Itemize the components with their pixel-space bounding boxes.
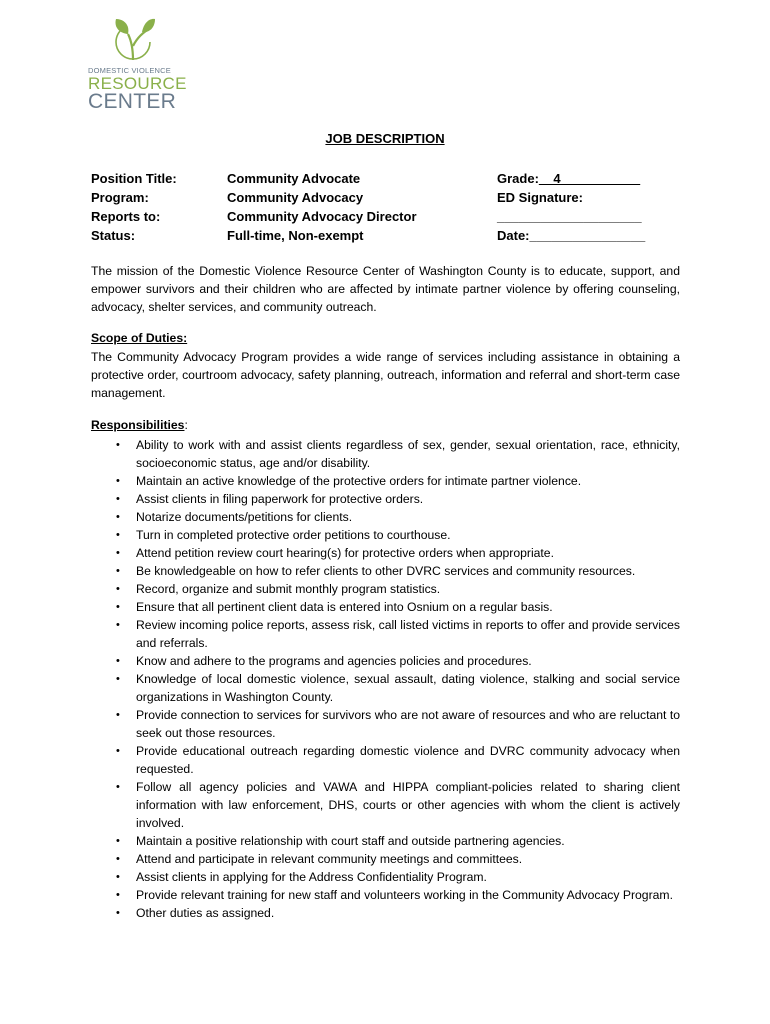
list-item-text: Assist clients in applying for the Address Confidentiality Program. <box>136 870 487 884</box>
list-item-text: Attend petition review court hearing(s) for protective orders when appropriate. <box>136 546 554 560</box>
list-item-text: Provide relevant training for new staff and volunteers working in the Community Advocacy Program. <box>136 888 673 902</box>
approval-fields <box>497 169 645 245</box>
mission-statement: The mission of the Domestic Violence Resource Center of Washington County is to educate, support, and empower survivors and their children who are affected by intimate partner violence by offering counseling, advocacy, shelter services, and community outreach. <box>91 264 680 314</box>
field-values <box>227 169 417 245</box>
bullet-icon: • <box>116 511 120 523</box>
bullet-icon: • <box>116 547 120 559</box>
responsibilities-heading-text: Responsibilities <box>91 418 185 432</box>
bullet-icon: • <box>116 583 120 595</box>
reports-to-value: Community Advocacy Director <box>227 209 417 224</box>
list-item <box>91 670 680 706</box>
list-item-text: Attend and participate in relevant community meetings and committees. <box>136 852 523 866</box>
logo-text-line3: CENTER <box>88 90 177 113</box>
list-item <box>91 526 680 544</box>
bullet-icon: • <box>116 907 120 919</box>
logo-text-line1: DOMESTIC VIOLENCE <box>88 66 171 75</box>
list-item-text: Notarize documents/petitions for clients. <box>136 510 353 524</box>
date-field <box>497 226 645 245</box>
ed-signature-label: ED Signature: <box>497 190 583 205</box>
list-item <box>91 868 680 886</box>
list-item <box>91 562 680 580</box>
list-item-text: Provide connection to services for survivors who are not aware of resources and who are reluctant to seek out those resources. <box>136 708 680 740</box>
list-item-text: Record, organize and submit monthly program statistics. <box>136 582 441 596</box>
list-item-text: Assist clients in filing paperwork for protective orders. <box>136 492 424 506</box>
bullet-icon: • <box>116 871 120 883</box>
list-item-text: Be knowledgeable on how to refer clients to other DVRC services and community resources. <box>136 564 636 578</box>
responsibilities-list <box>91 436 680 922</box>
bullet-icon: • <box>116 709 120 721</box>
list-item-text: Other duties as assigned. <box>136 906 275 920</box>
date-line: ________________ <box>529 228 646 243</box>
bullet-icon: • <box>116 745 120 757</box>
bullet-icon: • <box>116 655 120 667</box>
bullet-icon: • <box>116 565 120 577</box>
list-item-text: Maintain a positive relationship with court staff and outside partnering agencies. <box>136 834 565 848</box>
organization-logo <box>88 16 187 116</box>
list-item-text: Provide educational outreach regarding domestic violence and DVRC community advocacy when requested. <box>136 744 680 776</box>
status-value: Full-time, Non-exempt <box>227 228 364 243</box>
list-item <box>91 472 680 490</box>
bullet-icon: • <box>116 529 120 541</box>
list-item-text: Follow all agency policies and VAWA and HIPPA compliant-policies related to sharing client information with law enforcement, DHS, courts or other agencies with whom the client is actively involved. <box>136 780 680 830</box>
document-title: JOB DESCRIPTION <box>325 131 445 146</box>
scope-heading: Scope of Duties: <box>91 331 188 345</box>
list-item <box>91 706 680 742</box>
bullet-icon: • <box>116 835 120 847</box>
responsibilities-heading-colon: : <box>184 418 188 432</box>
bullet-icon: • <box>116 619 120 631</box>
program-value: Community Advocacy <box>227 190 364 205</box>
position-title-label: Position Title: <box>91 171 177 186</box>
list-item-text: Ability to work with and assist clients regardless of sex, gender, sexual orientation, race, ethnicity, socioeconomic status, age and/or disability. <box>136 438 680 470</box>
grade-label: Grade: <box>497 171 539 186</box>
list-item <box>91 886 680 904</box>
scope-paragraph: The Community Advocacy Program provides a wide range of services including assistance in obtaining a protective order, courtroom advocacy, safety planning, outreach, information and referral and short-term case management. <box>91 350 680 400</box>
list-item <box>91 616 680 652</box>
list-item-text: Maintain an active knowledge of the protective orders for intimate partner violence. <box>136 474 582 488</box>
list-item <box>91 598 680 616</box>
position-title-value: Community Advocate <box>227 171 361 186</box>
list-item <box>91 508 680 526</box>
list-item <box>91 436 680 472</box>
grade-field <box>497 169 645 188</box>
leaf-figure-icon <box>110 16 156 62</box>
list-item <box>91 850 680 868</box>
bullet-icon: • <box>116 493 120 505</box>
list-item-text: Know and adhere to the programs and agencies policies and procedures. <box>136 654 532 668</box>
list-item <box>91 652 680 670</box>
list-item-text: Turn in completed protective order petitions to courthouse. <box>136 528 451 542</box>
list-item <box>91 904 680 922</box>
responsibilities-heading <box>91 418 188 432</box>
reports-to-label: Reports to: <box>91 209 161 224</box>
list-item-text: Ensure that all pertinent client data is entered into Osnium on a regular basis. <box>136 600 553 614</box>
list-item <box>91 742 680 778</box>
bullet-icon: • <box>116 601 120 613</box>
logo-text-line2: RESOURCE <box>88 74 187 93</box>
status-label: Status: <box>91 228 136 243</box>
bullet-icon: • <box>116 781 120 793</box>
list-item <box>91 832 680 850</box>
list-item <box>91 778 680 832</box>
bullet-icon: • <box>116 475 120 487</box>
bullet-icon: • <box>116 853 120 865</box>
field-labels <box>91 169 177 245</box>
program-label: Program: <box>91 190 149 205</box>
list-item <box>91 544 680 562</box>
grade-value: __4___________ <box>538 171 641 186</box>
bullet-icon: • <box>116 889 120 901</box>
date-label: Date: <box>497 228 530 243</box>
bullet-icon: • <box>116 673 120 685</box>
list-item-text: Knowledge of local domestic violence, sexual assault, dating violence, stalking and social service organizations in Washington County. <box>136 672 680 704</box>
list-item <box>91 490 680 508</box>
bullet-icon: • <box>116 439 120 451</box>
list-item <box>91 580 680 598</box>
list-item-text: Review incoming police reports, assess risk, call listed victims in reports to offer and provide services and referrals. <box>136 618 680 650</box>
signature-line: ____________________ <box>497 209 642 224</box>
